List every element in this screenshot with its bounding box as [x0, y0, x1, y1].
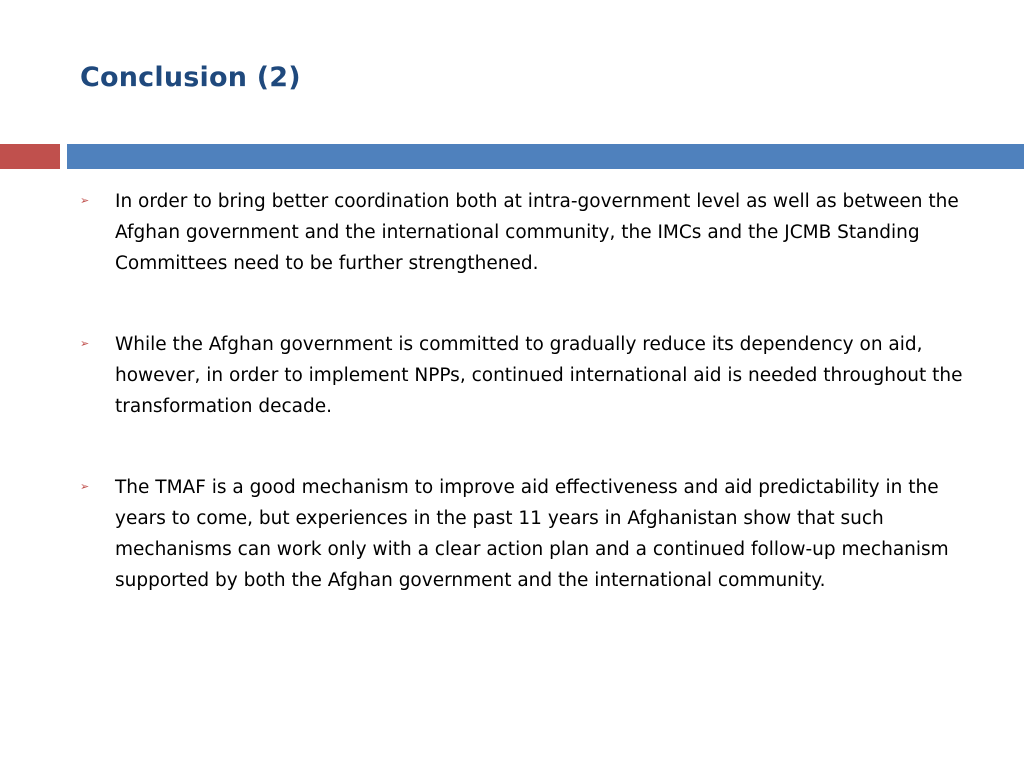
arrow-bullet-icon: ➢	[80, 480, 90, 493]
arrow-bullet-icon: ➢	[80, 337, 90, 350]
accent-bar-blue	[67, 144, 1024, 169]
bullet-text: The TMAF is a good mechanism to improve aid effectiveness and aid predictability in the years to come, but experiences in the past 11 years in Afghanistan show that such mechanisms can work only with a clear action plan and a continued follow-up mechanism supported by both the Afghan government and the international community.	[115, 477, 949, 591]
arrow-bullet-icon: ➢	[80, 194, 90, 207]
slide-title: Conclusion (2)	[80, 62, 301, 93]
bullet-text: While the Afghan government is committed to gradually reduce its dependency on aid, however, in order to implement NPPs, continued international aid is needed throughout the transformation decade.	[115, 334, 963, 417]
accent-bar-red	[0, 144, 60, 169]
bullet-text: In order to bring better coordination both at intra-government level as well as between the Afghan government and the international community, the IMCs and the JCMB Standing Committees need to be further strengthened.	[115, 191, 959, 274]
